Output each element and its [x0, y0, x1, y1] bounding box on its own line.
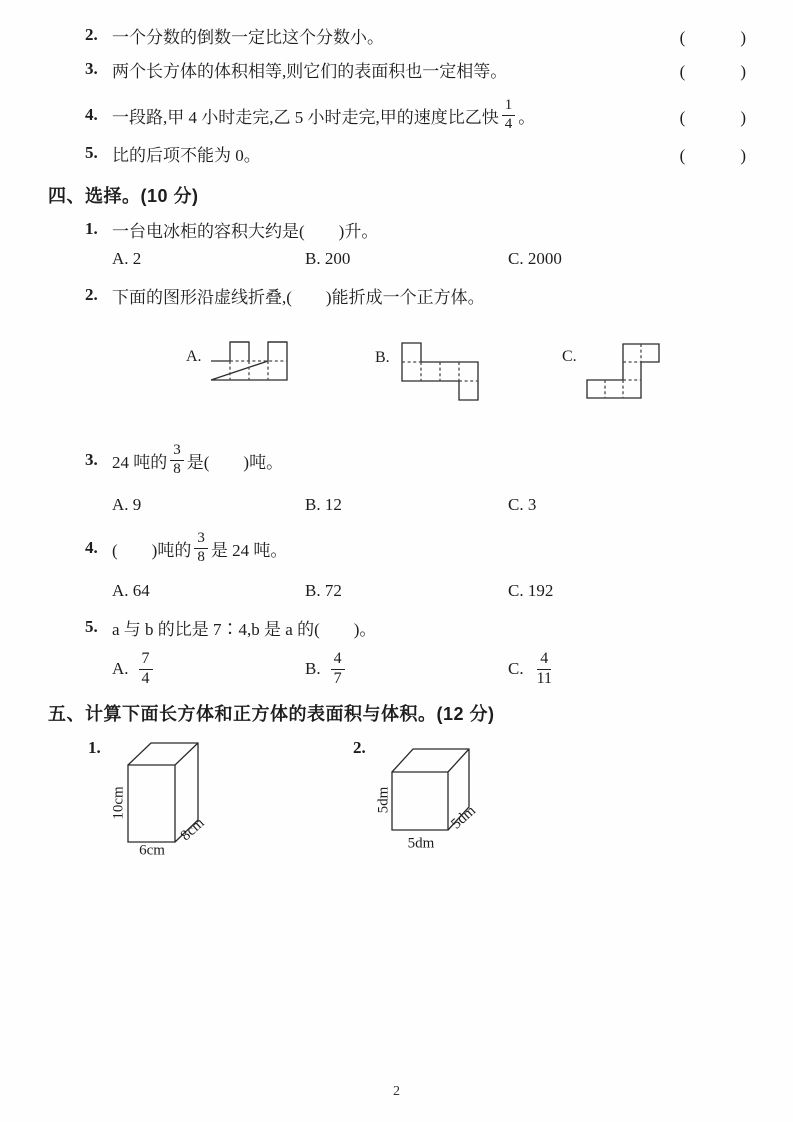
option-c: C. 2000 [508, 249, 562, 268]
fraction-denominator: 4 [141, 669, 150, 687]
question-text: 一段路,甲 4 小时走完,乙 5 小时走完,甲的速度比乙快 [112, 107, 499, 127]
dimension-label-depth: 5dm [448, 802, 479, 833]
fraction [331, 650, 345, 688]
question-text: ( )吨的 [112, 540, 192, 560]
option-label: A. [112, 659, 129, 678]
option-a: A. 2 [112, 249, 142, 268]
fraction [170, 442, 184, 478]
section-header-calc: 五、计算下面长方体和正方体的表面积与体积。(12 分) [48, 704, 495, 724]
option-b: B. 12 [305, 495, 342, 514]
answer-blank: ( ) [679, 107, 747, 127]
fraction-denominator: 11 [536, 669, 552, 687]
dimension-label-depth: 8cm [177, 815, 208, 845]
dimension-label-width: 6cm [139, 842, 165, 859]
answer-blank: ( ) [679, 27, 747, 47]
question-number: 4. [85, 105, 98, 124]
net-b-label: B. [375, 349, 390, 366]
option-b: B. 200 [305, 249, 351, 268]
answer-blank: ( ) [679, 145, 747, 165]
question-text: 下面的图形沿虚线折叠,( )能折成一个正方体。 [112, 287, 485, 307]
question-text: 比的后项不能为 0。 [112, 145, 261, 165]
question-number: 5. [85, 617, 98, 636]
judge-question-2 [85, 22, 747, 48]
option-a: A. 64 [112, 581, 150, 600]
judge-question-4 [85, 94, 747, 136]
question-text: 是 24 吨。 [210, 540, 288, 560]
fraction-numerator: 4 [331, 650, 345, 669]
option-label: C. [508, 659, 524, 678]
question-number: 5. [85, 143, 98, 162]
option-label: B. [305, 659, 321, 678]
option-a: A. 9 [112, 495, 142, 514]
choice-question-1 [85, 216, 747, 242]
fraction-numerator: 7 [139, 650, 153, 669]
option-b [305, 646, 348, 692]
fraction-denominator: 7 [333, 669, 342, 687]
page-number: 2 [393, 1084, 400, 1099]
question-number: 2. [85, 285, 98, 304]
net-a-label: A. [186, 348, 202, 365]
question-number: 2. [85, 25, 98, 44]
cube-net-c [587, 344, 659, 398]
dimension-label-width: 5dm [407, 835, 435, 852]
dimension-label-height: 5dm [375, 786, 392, 814]
choice-question-3 [85, 438, 747, 482]
answer-blank: ( ) [679, 61, 747, 81]
question-text: 是( )吨。 [186, 452, 284, 472]
fraction [502, 97, 516, 133]
choice-question-5 [85, 614, 747, 640]
fraction [139, 650, 153, 688]
judge-question-5 [85, 140, 747, 166]
figure-2-number: 2. [353, 738, 366, 757]
question-number: 3. [85, 450, 98, 469]
fraction [534, 650, 555, 688]
question-text: 一台电冰柜的容积大约是( )升。 [112, 221, 379, 241]
question-number: 3. [85, 59, 98, 78]
choice-question-2 [85, 282, 747, 308]
question-text: a 与 b 的比是 7∶4,b 是 a 的( )。 [112, 619, 377, 639]
question-number: 1. [85, 219, 98, 238]
judge-question-3 [85, 56, 747, 82]
option-c [508, 646, 558, 692]
fraction-numerator: 3 [194, 530, 208, 548]
fraction-numerator: 4 [537, 650, 551, 669]
net-c-label: C. [562, 348, 577, 365]
question-text: 24 吨的 [112, 452, 168, 472]
fraction-numerator: 3 [170, 442, 184, 460]
fraction-denominator: 4 [504, 115, 513, 132]
fraction [194, 530, 208, 566]
fraction-denominator: 8 [173, 460, 181, 477]
option-c: C. 192 [508, 581, 554, 600]
cube-net-b [402, 343, 478, 400]
dimension-label-height: 10cm [110, 786, 127, 820]
question-text: 。 [518, 107, 536, 127]
option-b: B. 72 [305, 581, 342, 600]
option-a [112, 646, 156, 692]
question-number: 4. [85, 538, 98, 557]
cube-net-a [211, 342, 287, 380]
choice-question-4 [85, 526, 747, 570]
option-c: C. 3 [508, 495, 537, 514]
cube-nets-figure [180, 335, 680, 405]
question-text: 一个分数的倒数一定比这个分数小。 [112, 27, 384, 47]
fraction-denominator: 8 [197, 548, 205, 565]
figure-1-number: 1. [88, 738, 101, 757]
question-text: 两个长方体的体积相等,则它们的表面积也一定相等。 [112, 61, 508, 81]
section-header-choice: 四、选择。(10 分) [48, 186, 199, 206]
fraction-numerator: 1 [502, 97, 516, 115]
